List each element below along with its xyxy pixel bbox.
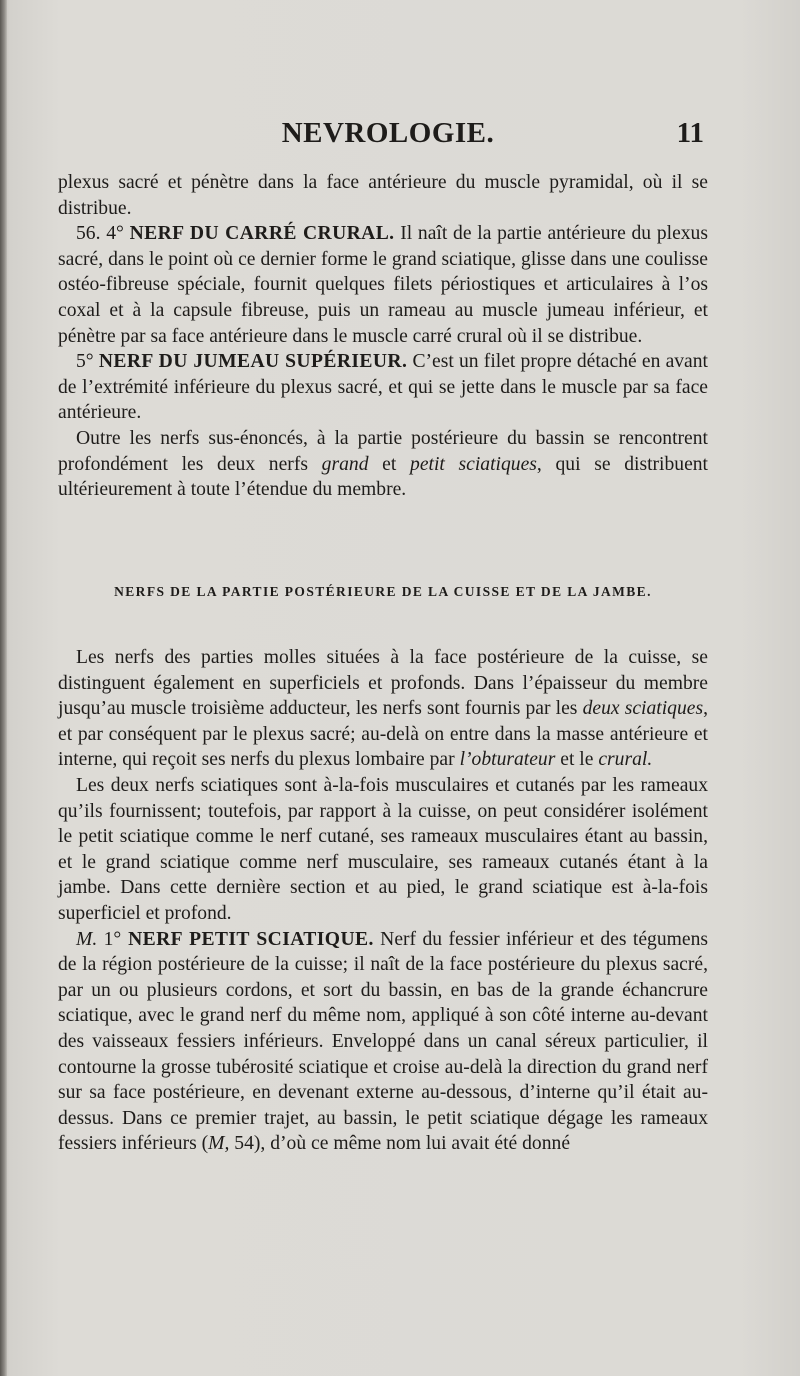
paragraph-nerfs-parties-molles [58,645,708,773]
italic-term: grand [321,453,369,475]
plate-reference: M. [76,928,98,950]
italic-term: crural. [598,749,653,771]
italic-term: deux sciatiques [582,698,704,720]
paragraph-text: Il naît de la partie antérieure du plexus sacré, dans le point où ce dernier forme le grand sciatique, glisse dans une coulisse ostéo-fibreuse spéciale, fournit quelques filets périostiques et articulaires à l’os coxal et à la capsule fibreuse, puis un rameau au muscle jumeau inférieur, et pénètre par sa face antérieure dans le muscle carré crural où il se distribue. [58,223,708,347]
paragraph-text: et [368,453,411,475]
section-heading: NERFS DE LA PARTIE POSTÉRIEURE DE LA CUISSE ET DE LA JAMBE. [114,584,652,599]
text-block-lower [58,645,708,1157]
paragraph-number: 5° [76,351,94,373]
paragraph-nerf-carre-crural [58,221,708,349]
paragraph-nerf-jumeau-superieur [58,349,708,426]
paragraph-outre-les-nerfs [58,426,708,503]
paragraph-text: Nerf du fessier inférieur et des tégumens de la région postérieure de la cuisse; il naît de la face postérieure du plexus sacré, par un ou plusieurs cordons, et sort du bassin, en bas de la grande échancrure sciatique, avec le grand nerf du même nom, appliqué à son côté interne au-devant des vaisseaux fessiers inférieurs. Enveloppé dans un canal séreux particulier, il contourne la grosse tubérosité sciatique et croise au-delà la direction du grand nerf sur sa face postérieure, en devenant externe au-dessous, d’interne qu’il était au-dessus. Dans ce premier trajet, au bassin, le petit sciatique dégage les rameaux fessiers inférieurs ( [58,928,709,1155]
italic-term: petit sciatiques [410,453,537,475]
running-title: NEVROLOGIE. [281,117,495,149]
paragraph-text: Outre les nerfs sus-énoncés, à la partie postérieure du bassin se rencontrent profondément les deux nerfs [58,427,708,475]
nerve-heading: NERF DU CARRÉ CRURAL. [129,223,395,245]
paragraph-text: Les nerfs des parties molles situées à la face postérieure de la cuisse, se distinguent également en superficiels et profonds. Dans l’épaisseur du membre jusqu’au muscle troisième adducteur, les nerfs sont fournis par les [58,647,708,720]
paragraph-number: 56. 4° [76,223,124,245]
paragraph-text: , qui se distribuent ultérieurement à toute l’étendue du membre. [58,453,709,501]
paragraph-text: , et par conséquent par le plexus sacré; au-delà on entre dans la masse antérieure et interne, qui reçoit ses nerfs du plexus lombaire par [58,698,708,771]
paragraph-text: C’est un filet propre détaché en avant de l’extrémité inférieure du plexus sacré, et qui se jette dans le muscle par sa face antérieure. [58,351,708,424]
paragraph-text: et le [555,749,599,771]
paragraph-deux-nerfs-sciatiques: Les deux nerfs sciatiques sont à-la-fois musculaires et cutanés par les rameaux qu’ils fournissent; toutefois, par rapport à la cuisse, on peut considérer isolément le petit sciatique comme le nerf cutané, ses rameaux musculaires étant au bassin, et le grand sciatique comme nerf musculaire, ses rameaux cutanés étant à la jambe. Dans cette dernière section et au pied, le grand sciatique est à-la-fois superficiel et profond. [58,774,708,924]
italic-term: l’obturateur [459,749,556,771]
page-number: 11 [676,117,704,149]
plate-reference: M, [208,1133,230,1155]
paragraph-text: 54), d’où ce même nom lui avait été donné [229,1133,571,1155]
paragraph-number: 1° [97,928,122,950]
text-block-upper [58,170,708,503]
paragraph-continuation: plexus sacré et pénètre dans la face antérieure du muscle pyramidal, où il se distribue. [58,172,708,219]
page-header [58,117,718,157]
book-spine-shadow [0,0,7,1376]
paragraph-nerf-petit-sciatique [58,927,708,1157]
nerve-heading: NERF PETIT SCIATIQUE. [121,928,374,950]
nerve-heading: NERF DU JUMEAU SUPÉRIEUR. [98,351,408,373]
